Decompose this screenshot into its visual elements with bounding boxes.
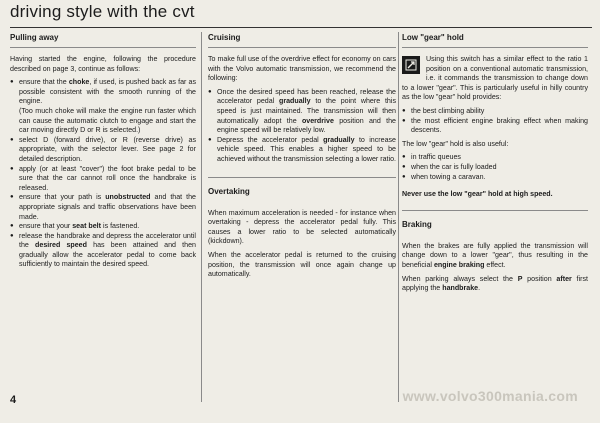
section-rule: [10, 47, 196, 48]
low-gear-heading: Low "gear" hold: [402, 33, 464, 42]
low-gear-also: The low "gear" hold is also useful:: [402, 139, 509, 148]
low-gear-hold-icon: [402, 56, 420, 74]
pulling-away-heading: Pulling away: [10, 33, 59, 42]
cruising-section: [208, 32, 396, 284]
cruising-steps: [208, 88, 396, 165]
braking-heading: Braking: [402, 219, 432, 229]
choke-note: (Too much choke will make the engine run faster which can cause the automatic clutch to engage and start the car moving directly D or R is selected.): [19, 106, 196, 135]
overtaking-heading: Overtaking: [208, 186, 250, 196]
list-item: ● apply (or at least "cover") the foot brake pedal to be sure that the car cannot roll once the handbrake is released.: [10, 165, 196, 194]
list-item: ● when the car is fully loaded: [402, 163, 588, 173]
section-rule: [208, 47, 396, 48]
pulling-away-section: [10, 32, 196, 274]
high-speed-warning: Never use the low "gear" hold at high speed.: [402, 190, 553, 199]
list-item: ● ensure that the choke, if used, is pushed back as far as possible consistent with the smooth running of the engine. (Too much choke will make the engine run faster which can cause the automatic clutch to engage and start the car moving directly D or R is selected.): [10, 78, 196, 136]
overtaking-paragraph: When maximum acceleration is needed - for instance when overtaking - depress the accelerator pedal fully. This causes a lower ratio to be selected automatically (kickdown).: [208, 208, 396, 246]
pulling-away-steps: [10, 78, 196, 270]
list-item: ● release the handbrake and depress the accelerator until the desired speed has been attained and then gradually allow the accelerator pedal to come back sufficiently to maintain the desired speed.: [10, 232, 196, 270]
section-rule: [402, 47, 588, 48]
pulling-away-intro: Having started the engine, following the procedure described on page 3, continue as follows:: [10, 55, 196, 73]
low-gear-intro: Using this switch has a similar effect to the ratio 1 position on a conventional automatic transmission, i.e. it commands the transmission to change down to a lower "gear". This is particularly useful in hilly country as the low "gear" hold provides:: [402, 55, 588, 102]
list-item: ● when towing a caravan.: [402, 173, 588, 183]
page-number: 4: [10, 394, 17, 406]
list-item: ● select D (forward drive), or R (reverse drive) as appropriate, with the selector lever. See page 2 for detailed description.: [10, 136, 196, 165]
list-item: ● in traffic queues: [402, 153, 588, 163]
low-gear-hold-icon-glyph: [405, 59, 417, 71]
list-item: ● the most efficient engine braking effect when making descents.: [402, 117, 588, 136]
braking-paragraph: When the brakes are fully applied the transmission will change down to a lower "gear", thus resulting in the beneficial engine braking effect.: [402, 241, 588, 269]
watermark: www.volvo300mania.com: [402, 388, 578, 404]
column-divider: [398, 32, 399, 402]
column-divider: [201, 32, 202, 402]
list-item: ● the best climbing ability: [402, 107, 588, 117]
cruising-heading: Cruising: [208, 33, 241, 42]
low-gear-section: [402, 32, 588, 298]
page-title: driving style with the cvt: [10, 2, 195, 21]
list-item: ● Depress the accelerator pedal gradually to increase vehicle speed. This enables a higher speed to be achieved without the transmission selecting a lower ratio.: [208, 136, 396, 165]
title-rule: [10, 27, 592, 28]
low-gear-benefits: [402, 107, 588, 136]
overtaking-paragraph: When the accelerator pedal is returned to the cruising position, the transmission will once again change up automatically.: [208, 250, 396, 279]
braking-paragraph: When parking always select the P position after first applying the handbrake.: [402, 274, 588, 293]
list-item: ● Once the desired speed has been reached, release the accelerator pedal gradually to the point where this speed is just maintained. The transmission will then automatically adopt the overdrive position and the engine speed will be relatively low.: [208, 88, 396, 136]
cruising-intro: To make full use of the overdrive effect for economy on cars with the Volvo automatic transmission, we recommend the following:: [208, 55, 396, 83]
list-item: ● ensure that your path is unobstructed and that the appropriate signals and traffic observations have been made.: [10, 193, 196, 222]
low-gear-uses: [402, 153, 588, 182]
list-item: ● ensure that your seat belt is fastened.: [10, 222, 196, 232]
